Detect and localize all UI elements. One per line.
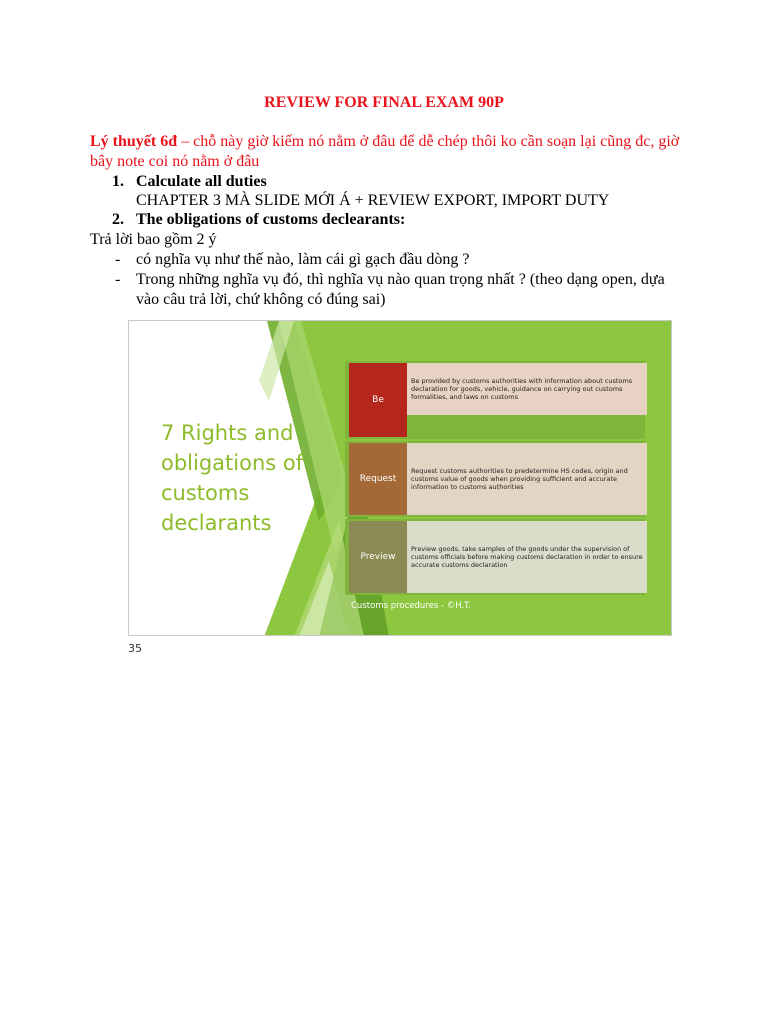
slide-footer: Customs procedures - ©H.T. xyxy=(351,601,472,611)
theory-text: – chỗ này giờ kiếm nó nằm ở đâu để dễ chép thôi ko cần soạn lại cũng đc, giờ bây note coi nó nằm ở đâu xyxy=(90,133,680,170)
list-label-1: Calculate all duties xyxy=(136,173,267,190)
bullet-text-1: có nghĩa vụ như thế nào, làm cái gì gạch đầu dòng ? xyxy=(136,251,470,268)
bullet-dash-2: - xyxy=(115,271,121,288)
page-title: REVIEW FOR FINAL EXAM 90P xyxy=(264,94,504,111)
bullet-dash-1: - xyxy=(115,251,121,268)
slide-row-text-request: Request customs authorities to predetermine HS codes, origin and customs value of goods when providing sufficient and accurate information to customs authorities xyxy=(407,443,647,515)
list-number-2: 2. xyxy=(112,211,124,228)
page-number: 35 xyxy=(128,642,142,655)
slide-row-text-preview: Preview goods, take samples of the goods under the supervision of customs officials before making customs declaration in order to ensure accurate customs declaration xyxy=(407,521,647,593)
chapter-line: CHAPTER 3 MÀ SLIDE MỚI Á + REVIEW EXPORT, IMPORT DUTY xyxy=(136,192,610,209)
slide-row-label-preview: Preview xyxy=(349,521,407,593)
list-number-1: 1. xyxy=(112,173,124,190)
slide-row-text-be: Be provided by customs authorities with information about customs declaration for goods, vehicle, guidance on carrying out customs formalities, and laws on customs xyxy=(407,363,647,415)
theory-paragraph xyxy=(90,132,690,172)
slide-row-label-request: Request xyxy=(349,443,407,515)
bullet-text-2: Trong những nghĩa vụ đó, thì nghĩa vụ nào quan trọng nhất ? (theo dạng open, dựa vào câu trả lời, chứ không có đúng sai) xyxy=(136,271,665,308)
slide-row-label-be: Be xyxy=(349,363,407,437)
slide-title: 7 Rights and obligations of customs declarants xyxy=(161,421,304,535)
answer-intro: Trả lời bao gồm 2 ý xyxy=(90,231,217,248)
slide-image xyxy=(128,320,672,636)
list-label-2: The obligations of customs declearants: xyxy=(136,211,406,228)
theory-label: Lý thuyết 6đ xyxy=(90,133,178,150)
